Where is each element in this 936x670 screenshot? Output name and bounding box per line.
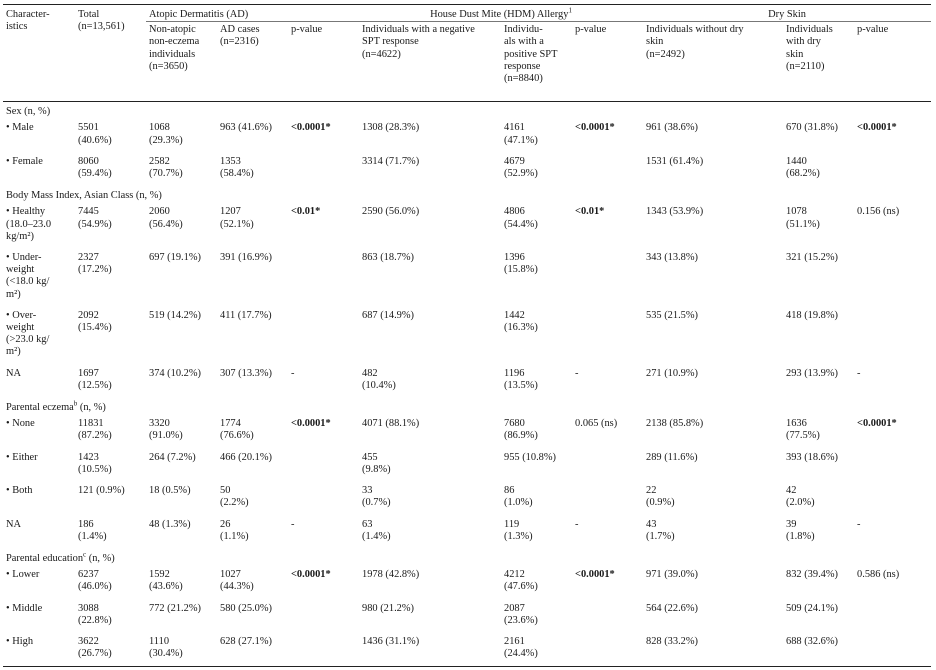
row-label-cell: • Middle [6,602,43,614]
dry-with-cell: 1440 (68.2%) [786,155,820,180]
header-dry-without: Individuals without dry skin (n=2492) [646,24,744,60]
header-characteristics: Character- istics [6,9,50,33]
dry-pvalue-cell: - [857,367,861,379]
hdm-positive-cell: 4806 (54.4%) [504,206,538,230]
ad-cases-cell: 1027 (44.3%) [220,569,254,593]
hdm-positive-cell: 1442 (16.3%) [504,309,538,334]
dry-without-cell: 271 (10.9%) [646,367,698,379]
total-cell: 3622 (26.7%) [78,635,112,660]
header-hdm-pvalue: p-value [575,24,607,36]
header-dry-with: Individuals with dry skin (n=2110) [786,24,833,72]
ad-cases-cell: 1207 (52.1%) [220,206,254,230]
section-label-sex: Sex (n, %) [6,106,51,118]
hdm-positive-cell: 2161 (24.4%) [504,635,538,660]
hdm-pvalue-cell [572,119,643,152]
dry-without-cell: 971 (39.0%) [646,569,698,581]
dry-with-cell: 1636 (77.5%) [786,418,820,442]
demographics-table [3,4,931,667]
hdm-negative-cell: 63 (1.4%) [362,518,391,542]
table-row-female [3,153,931,186]
total-cell: 186 (1.4%) [78,518,107,542]
table-row-middle [3,600,931,633]
total-cell: 1697 (12.5%) [78,367,112,391]
significant-pvalue: <0.0001* [291,122,331,134]
dry-pvalue-cell [854,153,931,186]
dry-without-cell: 535 (21.5%) [646,309,698,321]
dry-with-cell: 393 (18.6%) [786,451,838,463]
hdm-pvalue-cell [572,566,643,599]
section-education-text: Parental education [6,552,84,564]
table-row-underweight [3,249,931,307]
ad-control-cell: 1110 (30.4%) [149,635,183,660]
header-group-hdm-label: House Dust Mite (HDM) Allergy [430,9,569,20]
header-ad-cases: AD cases (n=2316) [220,24,260,48]
header-ad-control: Non-atopic non-eczema individuals (n=3650) [149,24,200,72]
hdm-negative-cell: 482 (10.4%) [362,367,396,391]
ad-cases-cell: 391 (16.9%) [220,252,272,264]
dry-without-cell: 289 (11.6%) [646,451,698,463]
hdm-negative-cell: 1978 (42.8%) [362,569,420,581]
significant-pvalue: <0.0001* [291,569,331,581]
ad-control-cell: 264 (7.2%) [149,451,196,463]
ad-cases-cell: 307 (13.3%) [220,367,272,379]
ad-control-cell: 3320 (91.0%) [149,418,183,442]
ad-control-cell: 697 (19.1%) [149,252,201,264]
row-label-cell: • Male [6,122,34,134]
dry-without-cell: 43 (1.7%) [646,518,675,542]
dry-with-cell: 509 (24.1%) [786,602,838,614]
ad-control-cell: 2582 (70.7%) [149,155,183,180]
dry-pvalue-cell [854,633,931,667]
ad-pvalue-cell [288,119,359,152]
dry-with-cell: 321 (15.2%) [786,252,838,264]
ad-pvalue-cell [288,153,359,186]
hdm-pvalue-cell [572,153,643,186]
ad-control-cell: 18 (0.5%) [149,485,191,497]
section-sex [3,102,931,120]
total-cell: 8060 (59.4%) [78,155,112,180]
header-hdm-footnote-mark: 1 [568,6,572,15]
dry-without-cell: 1531 (61.4%) [646,155,704,167]
hdm-pvalue-cell [572,307,643,365]
hdm-negative-cell: 3314 (71.7%) [362,155,420,167]
dry-with-cell: 1078 (51.1%) [786,206,820,230]
significant-pvalue: <0.01* [291,206,321,218]
dry-pvalue-cell [854,249,931,307]
hdm-negative-cell: 455 (9.8%) [362,451,391,475]
table-row-eczema-na [3,516,931,549]
hdm-positive-cell: 1196 (13.5%) [504,367,538,391]
hdm-negative-cell: 1308 (28.3%) [362,122,420,134]
hdm-pvalue-cell: - [575,518,579,530]
hdm-positive-cell: 4679 (52.9%) [504,155,538,180]
total-cell: 121 (0.9%) [78,485,125,497]
ad-cases-cell: 50 (2.2%) [220,485,249,509]
row-label-cell: • Either [6,451,38,463]
hdm-pvalue-cell [572,249,643,307]
ad-cases-cell: 963 (41.6%) [220,122,272,134]
dry-with-cell: 832 (39.4%) [786,569,838,581]
dry-pvalue-cell: 0.586 (ns) [857,569,900,581]
significant-pvalue: <0.0001* [291,418,331,430]
hdm-negative-cell: 2590 (56.0%) [362,206,420,218]
ad-cases-cell: 411 (17.7%) [220,309,272,321]
ad-control-cell: 1068 (29.3%) [149,122,183,146]
ad-control-cell: 1592 (43.6%) [149,569,183,593]
significant-pvalue: <0.0001* [857,418,897,430]
dry-without-cell: 2138 (85.8%) [646,418,704,430]
total-cell: 2327 (17.2%) [78,252,112,276]
ad-pvalue-cell [288,203,359,249]
header-group-atopic-dermatitis: Atopic Dermatitis (AD) [146,5,359,22]
dry-with-cell: 42 (2.0%) [786,485,815,509]
row-label-cell: • Both [6,485,33,497]
section-education-suffix: (n, %) [86,552,115,564]
dry-pvalue-cell [854,482,931,515]
ad-pvalue-cell [288,307,359,365]
dry-pvalue-cell: 0.156 (ns) [857,206,900,218]
row-label-cell: • None [6,418,35,430]
hdm-pvalue-cell [572,633,643,667]
dry-with-cell: 293 (13.9%) [786,367,838,379]
ad-pvalue-cell: - [291,518,295,530]
section-eczema-text: Parental eczema [6,402,74,414]
dry-without-cell: 564 (22.6%) [646,602,698,614]
hdm-positive-cell: 4212 (47.6%) [504,569,538,593]
significant-pvalue: <0.0001* [575,122,615,134]
table-row-none [3,415,931,448]
section-eczema-footnote-mark: b [73,399,78,408]
significant-pvalue: <0.01* [575,206,605,218]
total-cell: 7445 (54.9%) [78,206,112,230]
hdm-negative-cell: 863 (18.7%) [362,252,414,264]
ad-cases-cell: 1774 (76.6%) [220,418,254,442]
header-ad-pvalue: p-value [291,24,323,36]
total-cell: 5501 (40.6%) [78,122,112,146]
table-row-high [3,633,931,667]
row-label-cell: • Lower [6,569,40,581]
dry-pvalue-cell [854,307,931,365]
header-group-dry-skin: Dry Skin [643,5,931,22]
table-row-healthy [3,203,931,249]
total-cell: 1423 (10.5%) [78,451,112,475]
dry-pvalue-cell [854,415,931,448]
hdm-positive-cell: 7680 (86.9%) [504,418,538,442]
table-row-bmi-na [3,365,931,398]
table-row-male [3,119,931,152]
hdm-pvalue-cell [572,449,643,482]
header-dry-pvalue: p-value [857,24,889,36]
ad-pvalue-cell [288,600,359,633]
dry-with-cell: 418 (19.8%) [786,309,838,321]
hdm-negative-cell: 980 (21.2%) [362,602,414,614]
section-label-parental-eczema [3,398,931,415]
hdm-pvalue-cell [572,203,643,249]
dry-pvalue-cell [854,600,931,633]
ad-control-cell: 2060 (56.4%) [149,206,183,230]
section-label-bmi: Body Mass Index, Asian Class (n, %) [6,190,162,202]
section-parental-eczema [3,398,931,415]
dry-without-cell: 343 (13.8%) [646,252,698,264]
demographics-table-container [3,4,931,667]
table-row-both [3,482,931,515]
ad-cases-cell: 1353 (58.4%) [220,155,254,180]
section-eczema-suffix: (n, %) [77,402,106,414]
header-group-hdm-allergy [359,5,643,22]
ad-control-cell: 374 (10.2%) [149,367,201,379]
hdm-negative-cell: 687 (14.9%) [362,309,414,321]
table-body [3,102,931,667]
hdm-positive-cell: 4161 (47.1%) [504,122,538,146]
section-parental-education [3,549,931,566]
ad-cases-cell: 580 (25.0%) [220,602,272,614]
row-label-cell: • Female [6,155,43,167]
dry-without-cell: 961 (38.6%) [646,122,698,134]
dry-pvalue-cell [854,449,931,482]
header-hdm-negative: Individuals with a negative SPT response (n=4622) [362,24,475,60]
ad-control-cell: 48 (1.3%) [149,518,191,530]
ad-pvalue-cell [288,449,359,482]
table-row-lower [3,566,931,599]
hdm-negative-cell: 4071 (88.1%) [362,418,420,430]
dry-with-cell: 670 (31.8%) [786,122,838,134]
ad-pvalue-cell [288,633,359,667]
ad-pvalue-cell [288,415,359,448]
ad-pvalue-cell [288,482,359,515]
row-label-cell: • Healthy (18.0–23.0 kg/m²) [6,206,52,242]
hdm-positive-cell: 2087 (23.6%) [504,602,538,626]
total-cell: 6237 (46.0%) [78,569,112,593]
ad-pvalue-cell [288,566,359,599]
ad-pvalue-cell [288,249,359,307]
significant-pvalue: <0.0001* [575,569,615,581]
dry-without-cell: 1343 (53.9%) [646,206,704,218]
hdm-positive-cell: 955 (10.8%) [504,451,556,463]
ad-control-cell: 519 (14.2%) [149,309,201,321]
table-row-either [3,449,931,482]
row-label-cell: NA [6,367,22,379]
dry-with-cell: 39 (1.8%) [786,518,815,542]
section-bmi [3,186,931,203]
dry-without-cell: 22 (0.9%) [646,485,675,509]
ad-pvalue-cell: - [291,367,295,379]
ad-cases-cell: 628 (27.1%) [220,635,272,647]
hdm-pvalue-cell: - [575,367,579,379]
ad-control-cell: 772 (21.2%) [149,602,201,614]
total-cell: 2092 (15.4%) [78,309,112,334]
hdm-pvalue-cell [572,482,643,515]
ad-cases-cell: 26 (1.1%) [220,518,249,542]
header-hdm-positive: Individu- als with a positive SPT response (n=8840) [504,24,558,85]
hdm-negative-cell: 33 (0.7%) [362,485,391,509]
hdm-pvalue-cell: 0.065 (ns) [575,418,618,430]
row-label-cell: • Over- weight (>23.0 kg/ m²) [6,309,50,358]
section-education-footnote-mark: c [83,550,87,559]
ad-cases-cell: 466 (20.1%) [220,451,272,463]
total-cell: 11831 (87.2%) [78,418,112,442]
hdm-positive-cell: 119 (1.3%) [504,518,533,542]
dry-with-cell: 688 (32.6%) [786,635,838,647]
total-cell: 3088 (22.8%) [78,602,112,626]
section-label-parental-education [3,549,931,566]
hdm-pvalue-cell [572,600,643,633]
hdm-negative-cell: 1436 (31.1%) [362,635,420,647]
header-row-groups [3,5,931,22]
table-row-overweight [3,307,931,365]
row-label-cell: • Under- weight (<18.0 kg/ m²) [6,252,50,300]
row-label-cell: • High [6,635,34,647]
dry-without-cell: 828 (33.2%) [646,635,698,647]
row-label-cell: NA [6,518,22,530]
header-total: Total (n=13,561) [78,9,125,33]
hdm-positive-cell: 86 (1.0%) [504,485,533,509]
significant-pvalue: <0.0001* [857,122,897,134]
dry-pvalue-cell: - [857,518,861,530]
dry-pvalue-cell [854,119,931,152]
hdm-positive-cell: 1396 (15.8%) [504,252,538,276]
